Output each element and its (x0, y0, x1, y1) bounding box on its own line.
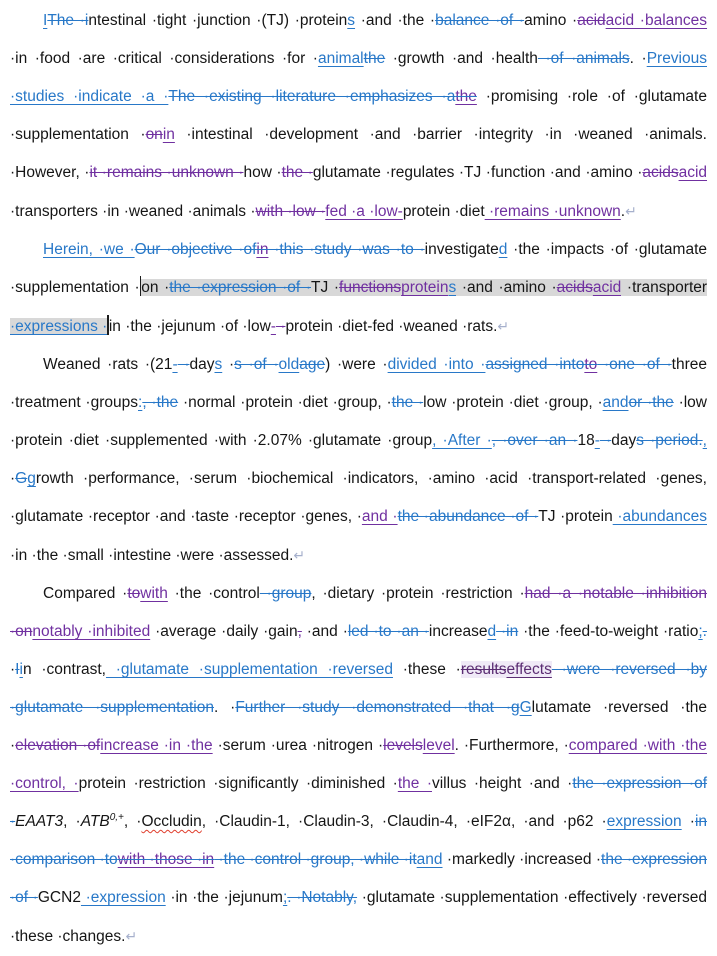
text-run: 18 (577, 432, 595, 449)
text-run: protein ·diet-fed ·weaned ·rats. (285, 318, 498, 335)
deleted-text: had ·a ·notable ·inhibition ·on (10, 585, 708, 640)
text-run: · (222, 356, 235, 373)
inserted-text: - (172, 356, 178, 373)
text-run: ·in ·the ·jejunum (165, 889, 283, 906)
text-run: . · (629, 50, 647, 67)
inserted-text: acid (592, 279, 622, 296)
paragraph-4 (10, 575, 707, 956)
text-run: day (189, 356, 215, 373)
deleted-text: the ·expression ·of · (169, 279, 312, 296)
deleted-text: , (297, 623, 302, 640)
text-run: ·average ·daily ·gain (150, 623, 298, 640)
text-run: GCN2 (37, 889, 81, 906)
text-run: increase (428, 623, 488, 640)
deleted-text: ·were ·reversed ·by ·glutamate ·supplementation (10, 661, 708, 716)
text-run: ·the ·control (167, 585, 260, 602)
deleted-text: · (599, 432, 612, 449)
inserted-text: - (270, 318, 276, 335)
text-run: ) ·were · (325, 356, 388, 373)
inserted-text: Herein, ·we · (43, 241, 135, 258)
inserted-text: ·remains ·unknown (484, 203, 621, 220)
inserted-text: protein (401, 279, 449, 296)
text-run: ·and ·amino · (456, 279, 557, 296)
deleted-text: . ·Notably, (287, 889, 358, 906)
text-run: ·the ·feed-to-weight ·ratio (518, 623, 699, 640)
text-run: TJ · (311, 279, 340, 296)
text-run: · (10, 470, 16, 487)
inserted-text: d (487, 623, 497, 640)
deleted-text: ·this ·study ·was ·to · (268, 241, 425, 258)
inserted-text: effects (506, 661, 552, 678)
deleted-text: G (15, 470, 28, 487)
text-run: 0,+ (109, 811, 124, 823)
deleted-text: ·of ·animals (537, 50, 630, 67)
inserted-text: , ·After · (432, 432, 492, 449)
text-run: ·in ·food ·are ·critical ·considerations ·for · (10, 50, 318, 67)
deleted-text: the (363, 50, 386, 67)
text-run: ·markedly ·increased · (442, 851, 602, 868)
text-run: ·serum ·urea ·nitrogen · (212, 737, 384, 754)
inserted-text: ·glutamate ·supplementation ·reversed (105, 661, 393, 678)
deleted-text: in ·comparison ·to (10, 813, 708, 868)
inserted-text: the · (397, 775, 432, 792)
inserted-text: to (584, 356, 598, 373)
inserted-text: old (278, 356, 300, 373)
inserted-text: with (140, 585, 168, 602)
inserted-text: expression (606, 813, 682, 830)
text-run: villus ·height ·and · (431, 775, 573, 792)
text-run: ·normal ·protein ·diet ·group, · (178, 394, 392, 411)
deleted-text: the ·abundance ·of · (397, 508, 539, 525)
inserted-text: ; (282, 889, 288, 906)
text-run: how · (243, 164, 282, 181)
text-run: . ·Furthermore, · (454, 737, 569, 754)
inserted-text: acid (678, 164, 708, 181)
deleted-text: the ·expression ·of · (10, 775, 708, 830)
inserted-text: notably ·inhibited (32, 623, 151, 640)
deleted-text: , ·over ·an · (491, 432, 578, 449)
text-run: in ·the ·jejunum ·of ·low (108, 318, 271, 335)
paragraph-3 (10, 346, 707, 575)
text-run: TJ ·protein (538, 508, 613, 525)
text-run: day (611, 432, 637, 449)
paragraph-mark-icon: ↵ (497, 318, 510, 334)
deleted-text: The ·existing ·literature ·emphasizes ·a (168, 88, 456, 105)
inserted-text: divided ·into · (387, 356, 486, 373)
text-run: , · (123, 813, 142, 830)
deleted-text: acids (642, 164, 679, 181)
paragraph-1 (10, 2, 707, 231)
deleted-text: with ·low · (255, 203, 326, 220)
inserted-text: in (162, 126, 175, 143)
deleted-text: I (15, 661, 20, 678)
paragraph-mark-icon: ↵ (625, 203, 637, 219)
inserted-text: ·expressions · (10, 318, 108, 335)
inserted-text: s (347, 12, 356, 29)
deleted-text: the ·expression ·of · (10, 851, 707, 906)
text-run: protein ·diet (402, 203, 485, 220)
inserted-text: ·expression (80, 889, 166, 906)
deleted-text: led ·to ·an · (347, 623, 429, 640)
deleted-text: the · (391, 394, 424, 411)
deleted-text: results (460, 661, 507, 678)
deleted-text: the · (281, 164, 313, 181)
inserted-text: in (256, 241, 269, 258)
inserted-text: with ·those ·in (117, 851, 215, 868)
deleted-text: on (145, 126, 163, 143)
text-run: ATB (80, 813, 110, 830)
text-run: . · (213, 699, 236, 716)
text-run: lutamate ·reversed ·the · (10, 699, 707, 754)
deleted-text: The ·i (47, 12, 89, 29)
text-run: ·and · (301, 623, 348, 640)
inserted-text: increase ·in ·the (100, 737, 213, 754)
text-run: ·transporter (621, 279, 708, 296)
text-run: ntestinal ·tight ·junction ·(TJ) ·protein (88, 12, 348, 29)
deleted-text: or ·the (628, 394, 674, 411)
inserted-text: and (416, 851, 443, 868)
paragraph-mark-icon: ↵ (125, 928, 138, 944)
text-run: EAAT3 (15, 813, 64, 830)
inserted-text: ; (698, 623, 703, 640)
deleted-text: balance ·of · (435, 12, 525, 29)
text-run: glutamate ·regulates ·TJ ·function ·and ·amino · (312, 164, 643, 181)
deleted-text: acids (556, 279, 593, 296)
deleted-text: it ·remains ·unknown · (89, 164, 244, 181)
text-run: ·and ·the · (355, 12, 436, 29)
deleted-text: levels (383, 737, 423, 754)
deleted-text: to (127, 585, 141, 602)
inserted-text: level (422, 737, 455, 754)
deleted-text: ·group (259, 585, 312, 602)
inserted-text: the (455, 88, 477, 105)
deleted-text: ·the ·control ·group, ·while ·it (214, 851, 417, 868)
text-run: . (620, 203, 626, 220)
text-run: investigate (424, 241, 499, 258)
inserted-text: i (19, 661, 23, 678)
deleted-text: s ·period. (636, 432, 703, 449)
deleted-text: s ·of · (234, 356, 279, 373)
text-run: Compared · (43, 585, 128, 602)
inserted-text: animal (317, 50, 364, 67)
deleted-text: Further ·study ·demonstrated ·that ·g (235, 699, 520, 716)
text-run: on · (141, 279, 170, 296)
deleted-text: Our ·objective ·of (134, 241, 257, 258)
text-run: · (10, 661, 16, 678)
text-run: ·promising ·role ·of ·glutamate ·supplementation · (10, 88, 707, 143)
inserted-text: g (27, 470, 36, 487)
text-run: ·intestinal ·development ·and ·barrier ·integrity ·in ·weaned ·animals. ·However, · (10, 126, 707, 181)
paragraph-mark-icon: ↵ (293, 547, 306, 563)
deleted-text: ·in (496, 623, 519, 640)
text-run: rowth ·performance, ·serum ·biochemical ·indicators, ·amino ·acid ·transport-related ·genes, ·glutamate ·receptor ·and ·taste ·receptor ·genes, · (10, 470, 707, 525)
text-run: Weaned ·rats ·(21 (43, 356, 173, 373)
deleted-text: elevation ·of (15, 737, 101, 754)
text-run: low ·protein ·diet ·group, · (423, 394, 603, 411)
inserted-text: s (214, 356, 223, 373)
deleted-text: assigned ·into (485, 356, 585, 373)
deleted-text: age (299, 356, 326, 373)
inserted-text: : (138, 394, 143, 411)
text-run: protein ·restriction ·significantly ·diminished · (78, 775, 398, 792)
deleted-text: , ·the (142, 394, 179, 411)
paragraph-2 (10, 231, 707, 346)
inserted-then-deleted-text (455, 88, 477, 105)
inserted-text: acid ·balances (605, 12, 708, 29)
text-run: ·in ·the ·small ·intestine ·were ·assessed. (10, 547, 294, 564)
inserted-text: and · (361, 508, 398, 525)
text-run: ·growth ·and ·health (385, 50, 538, 67)
inserted-text: compared ·with ·the ·control, · (10, 737, 707, 792)
deleted-text: acid (577, 12, 606, 29)
inserted-then-deleted-text (584, 356, 597, 373)
deleted-text: . (702, 623, 707, 640)
inserted-text: , (702, 432, 707, 449)
text-run: ·low ·protein ·diet ·supplemented ·with ·2.07% ·glutamate ·group (10, 394, 707, 449)
inserted-text: I (43, 12, 48, 29)
inserted-text: G (519, 699, 532, 716)
deleted-text: ·one ·of · (597, 356, 672, 373)
text-run: amino · (524, 12, 578, 29)
inserted-text: and (602, 394, 629, 411)
inserted-text: s (448, 279, 457, 296)
deleted-text: · (177, 356, 190, 373)
inserted-then-deleted-text (256, 241, 268, 258)
inserted-text: d (498, 241, 508, 258)
deleted-text: functions (339, 279, 402, 296)
text-run: ·the ·impacts ·of ·glutamate ·supplementation · (10, 241, 707, 296)
text-run: · (681, 813, 695, 830)
text-run: , ·Claudin-1, ·Claudin-3, ·Claudin-4, ·eIF2α, ·and ·p62 · (201, 813, 607, 830)
inserted-text: Previous ·studies ·indicate ·a · (10, 50, 707, 105)
inserted-text: fed ·a ·low- (325, 203, 403, 220)
text-run: n ·contrast, (22, 661, 106, 678)
text-run: ·transporters ·in ·weaned ·animals · (10, 203, 256, 220)
deleted-text: · (275, 318, 286, 335)
text-run: , · (63, 813, 81, 830)
inserted-text: - (594, 432, 600, 449)
text-run: ·glutamate ·supplementation ·effectively ·reversed ·these ·changes. (10, 889, 707, 945)
text-run: ·these · (392, 661, 461, 678)
text-run: three ·treatment ·groups (10, 356, 708, 411)
inserted-then-deleted-text (118, 851, 215, 868)
text-run: Occludin (141, 813, 202, 830)
text-run: , ·dietary ·protein ·restriction · (311, 585, 525, 602)
inserted-text: ·abundances (612, 508, 707, 525)
